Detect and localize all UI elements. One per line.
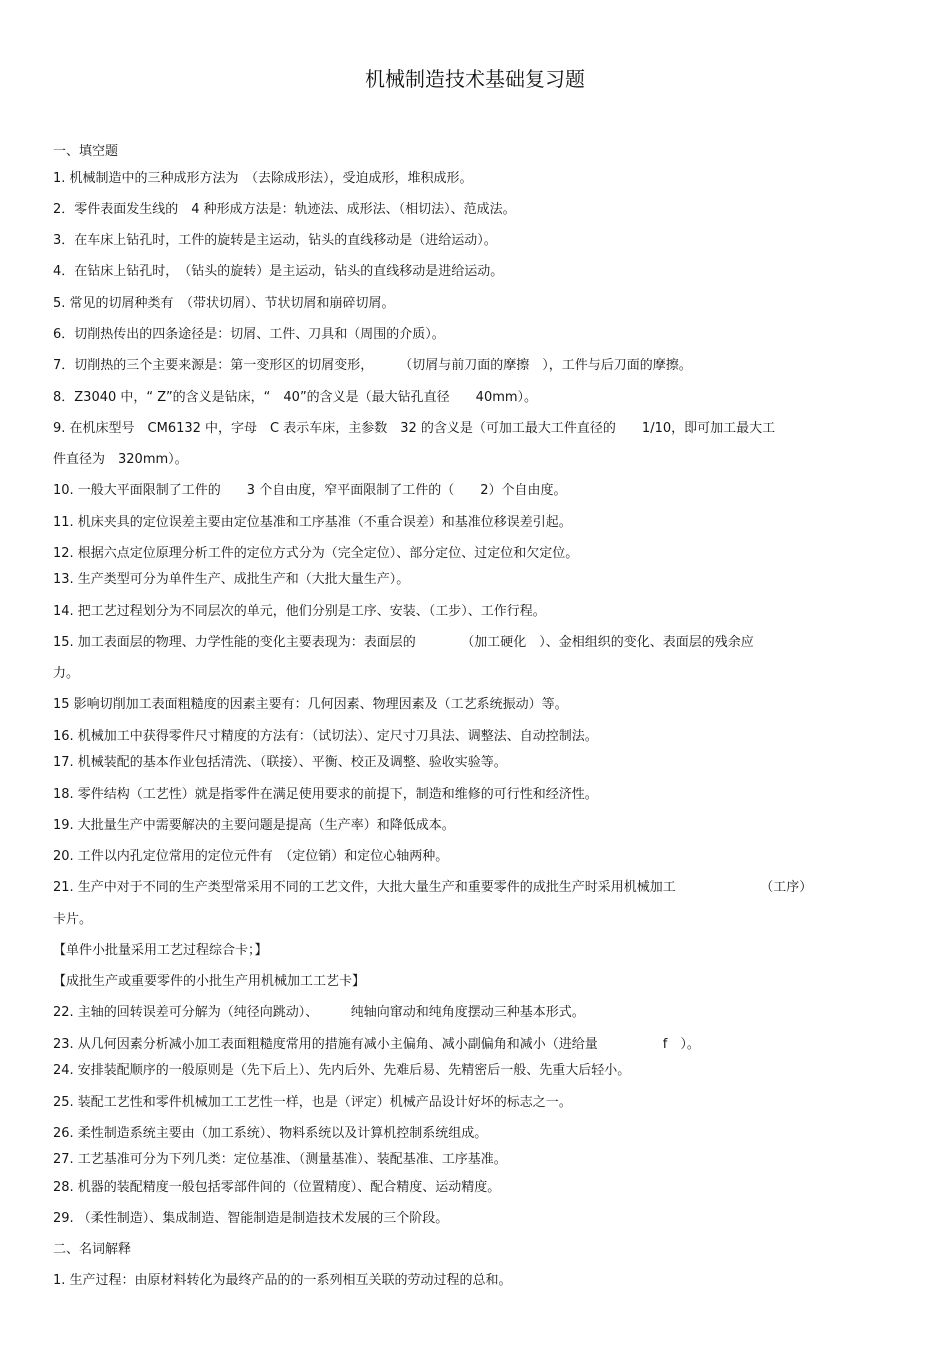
question-line: 4．在钻床上钻孔时， （钻头的旋转）是主运动，钻头的直线移动是进给运动。 xyxy=(53,264,504,279)
question-line: 27. 工艺基准可分为下列几类：定位基准、（测量基准）、装配基准、工序基准。 xyxy=(53,1152,507,1167)
question-line: 14. 把工艺过程划分为不同层次的单元，他们分别是工序、安装、（工步）、工作行程。 xyxy=(53,604,546,619)
question-line: 7．切削热的三个主要来源是：第一变形区的切屑变形， （切屑与前刀面的摩擦 ），工件与后刀面的摩擦。 xyxy=(53,358,692,373)
question-line: 28. 机器的装配精度一般包括零部件间的（位置精度）、配合精度、运动精度。 xyxy=(53,1180,501,1195)
question-line: 12. 根据六点定位原理分析工件的定位方式分为（完全定位）、部分定位、过定位和欠定位。 xyxy=(53,546,579,561)
question-line-continued: 件直径为 320mm）。 xyxy=(53,452,188,467)
question-line: 8．Z3040 中，“ Z”的含义是钻床，“ 40”的含义是（最大钻孔直径 40mm）。 xyxy=(53,390,538,405)
question-line: 1. 机械制造中的三种成形方法为 （去除成形法），受迫成形，堆积成形。 xyxy=(53,171,473,186)
question-line: 26. 柔性制造系统主要由（加工系统）、物料系统以及计算机控制系统组成。 xyxy=(53,1126,488,1141)
question-line: 3．在车床上钻孔时，工件的旋转是主运动，钻头的直线移动是（进给运动）。 xyxy=(53,233,497,248)
question-line: 13. 生产类型可分为单件生产、成批生产和（大批大量生产）。 xyxy=(53,572,410,587)
page-title: 机械制造技术基础复习题 xyxy=(365,67,585,91)
question-line: 22. 主轴的回转误差可分解为（纯径向跳动）、 纯轴向窜动和纯角度摆动三种基本形式。 xyxy=(53,1005,585,1020)
question-line: 23. 从几何因素分析减小加工表面粗糙度常用的措施有减小主偏角、减小副偏角和减小（进给量 f ）。 xyxy=(53,1037,700,1052)
question-line: 2．零件表面发生线的 4 种形成方法是：轨迹法、成形法、（相切法）、范成法。 xyxy=(53,202,516,217)
question-line: 21. 生产中对于不同的生产类型常采用不同的工艺文件，大批大量生产和重要零件的成批生产时采用机械加工 （工序） xyxy=(53,880,813,895)
question-line: 15. 加工表面层的物理、力学性能的变化主要表现为：表面层的 （加工硬化 ）、金相组织的变化、表面层的残余应 xyxy=(53,635,754,650)
question-line: 5. 常见的切屑种类有 （带状切屑）、节状切屑和崩碎切屑。 xyxy=(53,296,395,311)
question-line: 6．切削热传出的四条途径是：切屑、工件、刀具和（周围的介质）。 xyxy=(53,327,445,342)
question-line: 17. 机械装配的基本作业包括清洗、（联接）、平衡、校正及调整、验收实验等。 xyxy=(53,755,507,770)
question-line-continued: 力。 xyxy=(53,666,80,681)
definition-line: 1. 生产过程：由原材料转化为最终产品的的一系列相互关联的劳动过程的总和。 xyxy=(53,1273,512,1288)
question-line: 18. 零件结构（工艺性）就是指零件在满足使用要求的前提下，制造和维修的可行性和经济性。 xyxy=(53,787,598,802)
question-line: 20. 工件以内孔定位常用的定位元件有 （定位销）和定位心轴两种。 xyxy=(53,849,449,864)
note-line: 【单件小批量采用工艺过程综合卡；】 xyxy=(53,943,268,958)
question-line-continued: 卡片。 xyxy=(53,912,93,927)
question-line: 10. 一般大平面限制了工件的 3 个自由度，窄平面限制了工件的（ 2）个自由度。 xyxy=(53,483,567,498)
question-line: 25. 装配工艺性和零件机械加工工艺性一样，也是（评定）机械产品设计好坏的标志之一。 xyxy=(53,1095,572,1110)
section-heading-fill-in: 一、填空题 xyxy=(53,144,119,159)
question-line: 11. 机床夹具的定位误差主要由定位基准和工序基准（不重合误差）和基准位移误差引起。 xyxy=(53,515,572,530)
question-line: 9. 在机床型号 CM6132 中，字母 C 表示车床，主参数 32 的含义是（可加工最大工件直径的 1/10，即可加工最大工 xyxy=(53,421,776,436)
section-heading-definitions: 二、名词解释 xyxy=(53,1242,132,1257)
question-line: 15 影响切削加工表面粗糙度的因素主要有：几何因素、物理因素及（工艺系统振动）等。 xyxy=(53,697,568,712)
question-line: 19. 大批量生产中需要解决的主要问题是提高（生产率）和降低成本。 xyxy=(53,818,455,833)
question-line: 16. 机械加工中获得零件尺寸精度的方法有：（试切法）、定尺寸刀具法、调整法、自动控制法。 xyxy=(53,729,598,744)
note-line: 【成批生产或重要零件的小批生产用机械加工工艺卡】 xyxy=(53,974,366,989)
question-line: 24. 安排装配顺序的一般原则是（先下后上）、先内后外、先难后易、先精密后一般、先重大后轻小。 xyxy=(53,1063,631,1078)
question-line: 29. （柔性制造）、集成制造、智能制造是制造技术发展的三个阶段。 xyxy=(53,1211,449,1226)
